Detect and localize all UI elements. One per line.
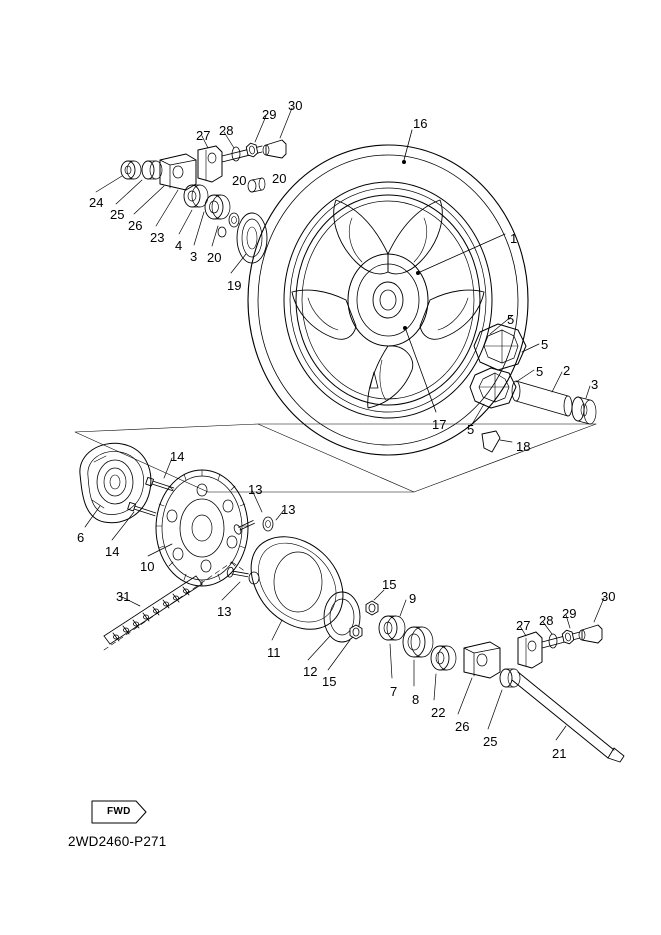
callout-26-a: 26: [128, 218, 143, 233]
callout-5-d: 5: [467, 422, 475, 437]
callout-20-a: 20: [272, 171, 287, 186]
callout-31: 31: [116, 589, 131, 604]
callout-12: 12: [303, 664, 318, 679]
callout-28-b: 28: [539, 613, 554, 628]
callout-23: 23: [150, 230, 165, 245]
callout-20-b: 20: [232, 173, 247, 188]
callout-4: 4: [175, 238, 183, 253]
callout-18: 18: [516, 439, 531, 454]
callout-27-a: 27: [196, 128, 211, 143]
callout-13-a: 13: [248, 482, 263, 497]
callout-14-b: 14: [105, 544, 120, 559]
fwd-direction-label: FWD: [107, 806, 131, 817]
callout-27-b: 27: [516, 618, 531, 633]
callout-28-a: 28: [219, 123, 234, 138]
callout-13-b: 13: [281, 502, 296, 517]
callout-5-a: 5: [507, 312, 515, 327]
callout-29-a: 29: [262, 107, 277, 122]
diagram-part-code: 2WD2460-P271: [68, 834, 167, 849]
callout-15-b: 15: [322, 674, 337, 689]
callout-25-b: 25: [483, 734, 498, 749]
callout-15-a: 15: [382, 577, 397, 592]
callout-2: 2: [563, 363, 571, 378]
callout-30-b: 30: [601, 589, 616, 604]
callout-20-c: 20: [207, 250, 222, 265]
callout-3-b: 3: [591, 377, 599, 392]
callout-6: 6: [77, 530, 85, 545]
callout-14-a: 14: [170, 449, 185, 464]
callout-19: 19: [227, 278, 242, 293]
callout-5-c: 5: [536, 364, 544, 379]
callout-24: 24: [89, 195, 104, 210]
callout-16: 16: [413, 116, 428, 131]
callout-5-b: 5: [541, 337, 549, 352]
callout-29-b: 29: [562, 606, 577, 621]
callout-30-a: 30: [288, 98, 303, 113]
callout-10: 10: [140, 559, 155, 574]
callout-17: 17: [432, 417, 447, 432]
callout-9: 9: [409, 591, 417, 606]
callout-8: 8: [412, 692, 420, 707]
callout-1: 1: [510, 231, 518, 246]
callout-11: 11: [267, 645, 281, 660]
callout-22: 22: [431, 705, 446, 720]
callout-3-a: 3: [190, 249, 198, 264]
callout-25-a: 25: [110, 207, 125, 222]
callout-7: 7: [390, 684, 398, 699]
callout-26-b: 26: [455, 719, 470, 734]
callout-21: 21: [552, 746, 567, 761]
callout-13-c: 13: [217, 604, 232, 619]
